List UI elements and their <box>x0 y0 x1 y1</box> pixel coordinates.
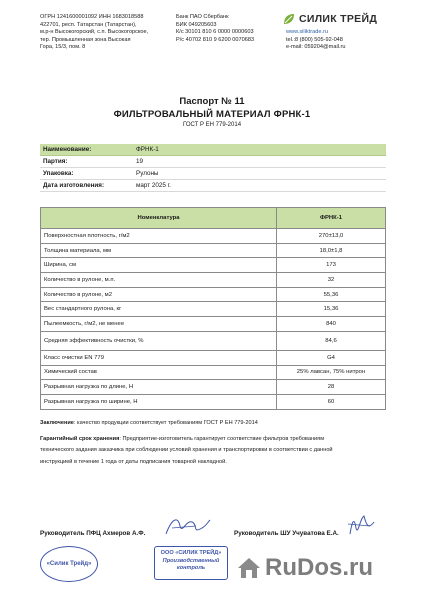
param-value: 25% лавсан, 75% нитрон <box>277 365 386 380</box>
stamp-line: контроль <box>176 565 206 572</box>
param-name: Средняя эффективность очистки, % <box>41 331 277 350</box>
param-value: 173 <box>277 258 386 273</box>
param-name: Разрывная нагрузка по длине, Н <box>41 380 277 395</box>
table-row <box>41 273 386 288</box>
param-name: Пылеемкость, г/м2, не менее <box>41 317 277 332</box>
param-name: Разрывная нагрузка по ширине, Н <box>41 394 277 409</box>
bank-line: К/с 30101 810 6 0000 0000603 <box>176 29 254 36</box>
phone-line: tel.:8 (800) 505-92-048 <box>286 36 343 43</box>
info-row <box>40 180 386 192</box>
product-title: ФИЛЬТРОВАЛЬНЫЙ МАТЕРИАЛ ФРНК-1 <box>113 109 311 120</box>
table-row <box>41 302 386 317</box>
table-row <box>41 287 386 302</box>
email-line: e-mail: 059204@mail.ru <box>286 44 346 51</box>
table-row <box>41 365 386 380</box>
website-link[interactable]: www.siliktrade.ru <box>286 29 328 35</box>
conclusion <box>40 418 386 430</box>
company-line: ОГРН 1241600001092 ИНН 1683018588 <box>40 14 144 20</box>
handwritten-signature-left <box>162 512 212 540</box>
info-row <box>40 144 386 156</box>
leaf-icon <box>282 12 296 26</box>
contact-details <box>286 29 386 52</box>
bank-line: Р/с 40702 810 9 6200 0070683 <box>176 36 255 43</box>
param-name: Химический состав <box>41 365 277 380</box>
info-label: Дата изготовления: <box>43 182 105 189</box>
warranty-text: : Предприятие-изготовитель гарантирует соответствие фильтров требованиям <box>119 435 325 442</box>
info-row <box>40 168 386 180</box>
param-name: Количество в рулоне, м.п. <box>41 273 277 288</box>
company-line: м.р-н Высокогорский, с.п. Высокогорское, <box>40 29 149 36</box>
watermark-text: RuDos.ru <box>265 554 373 581</box>
param-name: Толщина материала, мм <box>41 243 277 258</box>
company-details <box>40 14 160 52</box>
table-row <box>41 380 386 395</box>
warranty-label: Гарантийный срок хранения <box>40 435 120 442</box>
info-row <box>40 156 386 168</box>
passport-number: Паспорт № 11 <box>179 96 245 107</box>
table-header-row <box>41 208 386 229</box>
column-header: ФРНК-1 <box>277 208 386 229</box>
warranty-text: инструкцией в течение 1 года от даты подписания товарной накладной. <box>40 458 227 465</box>
signature-right: Руководитель ШУ Учуватова Е.А. <box>234 530 339 537</box>
param-value: 60 <box>277 394 386 409</box>
company-line: тер. Промышленная зона Высокая <box>40 36 131 43</box>
info-value: ФРНК-1 <box>136 146 159 153</box>
param-value: 32 <box>277 273 386 288</box>
param-name: Поверхностная плотность, г/м2 <box>41 229 277 244</box>
watermark <box>236 554 373 582</box>
param-value: 84,6 <box>277 331 386 350</box>
param-name: Ширина, см <box>41 258 277 273</box>
table-row <box>41 258 386 273</box>
warranty <box>40 434 386 446</box>
product-info <box>40 144 386 192</box>
company-line: Гора, 15/3, пом. 8 <box>40 44 86 51</box>
conclusion-text: : качество продукции соответствует требованиям ГОСТ Р ЕН 779-2014 <box>73 420 258 426</box>
stamp-line: ООО «СИЛИК ТРЕЙД» <box>160 550 222 556</box>
column-header: Номенклатура <box>41 208 277 229</box>
param-name: Класс очистки EN 779 <box>41 350 277 365</box>
specifications-table <box>40 207 386 410</box>
standard-label: ГОСТ Р ЕН 779-2014 <box>182 122 242 128</box>
param-value: 15,36 <box>277 302 386 317</box>
param-value: 840 <box>277 317 386 332</box>
param-value: G4 <box>277 350 386 365</box>
info-value: Рулоны <box>136 170 159 177</box>
round-stamp <box>40 546 98 582</box>
table-row <box>41 243 386 258</box>
table-row <box>41 394 386 409</box>
quality-control-stamp <box>154 546 228 580</box>
conclusion-label: Заключение <box>40 420 74 426</box>
bank-line: Банк ПАО Сбербанк <box>176 14 229 20</box>
table-row <box>41 350 386 365</box>
signature-left: Руководитель ПФЦ Ахмеров А.Ф. <box>40 530 146 537</box>
house-icon <box>236 556 262 580</box>
info-label: Партия: <box>43 158 68 165</box>
warranty-text: технического задания заказчика при соблюдении условий хранения и транспортировки в соответствии с данной <box>40 447 333 453</box>
param-value: 18,0±1,8 <box>277 243 386 258</box>
param-value: 28 <box>277 380 386 395</box>
table-row <box>41 317 386 332</box>
brand-name: СИЛИК ТРЕЙД <box>299 13 378 25</box>
stamp-line: Производственный <box>162 557 220 564</box>
param-name: Вес стандартного рулона, кг <box>41 302 277 317</box>
document-title <box>0 96 424 128</box>
param-value: 55,36 <box>277 287 386 302</box>
param-value: 270±13,0 <box>277 229 386 244</box>
stamp-text: «Силик Трейд» <box>46 561 92 567</box>
handwritten-signature-right <box>344 510 378 540</box>
bank-details <box>176 14 276 44</box>
info-label: Наименование: <box>43 146 92 153</box>
company-logo <box>282 12 377 26</box>
info-value: 19 <box>136 158 144 165</box>
info-label: Упаковка: <box>43 170 74 177</box>
notes-section <box>40 418 386 468</box>
company-line: 422701, респ. Татарстан (Татарстан), <box>40 21 137 28</box>
param-name: Количество в рулоне, м2 <box>41 287 277 302</box>
info-value: март 2025 г. <box>136 182 171 189</box>
table-row <box>41 229 386 244</box>
table-row <box>41 331 386 350</box>
bank-line: БИК 049205603 <box>176 21 217 28</box>
